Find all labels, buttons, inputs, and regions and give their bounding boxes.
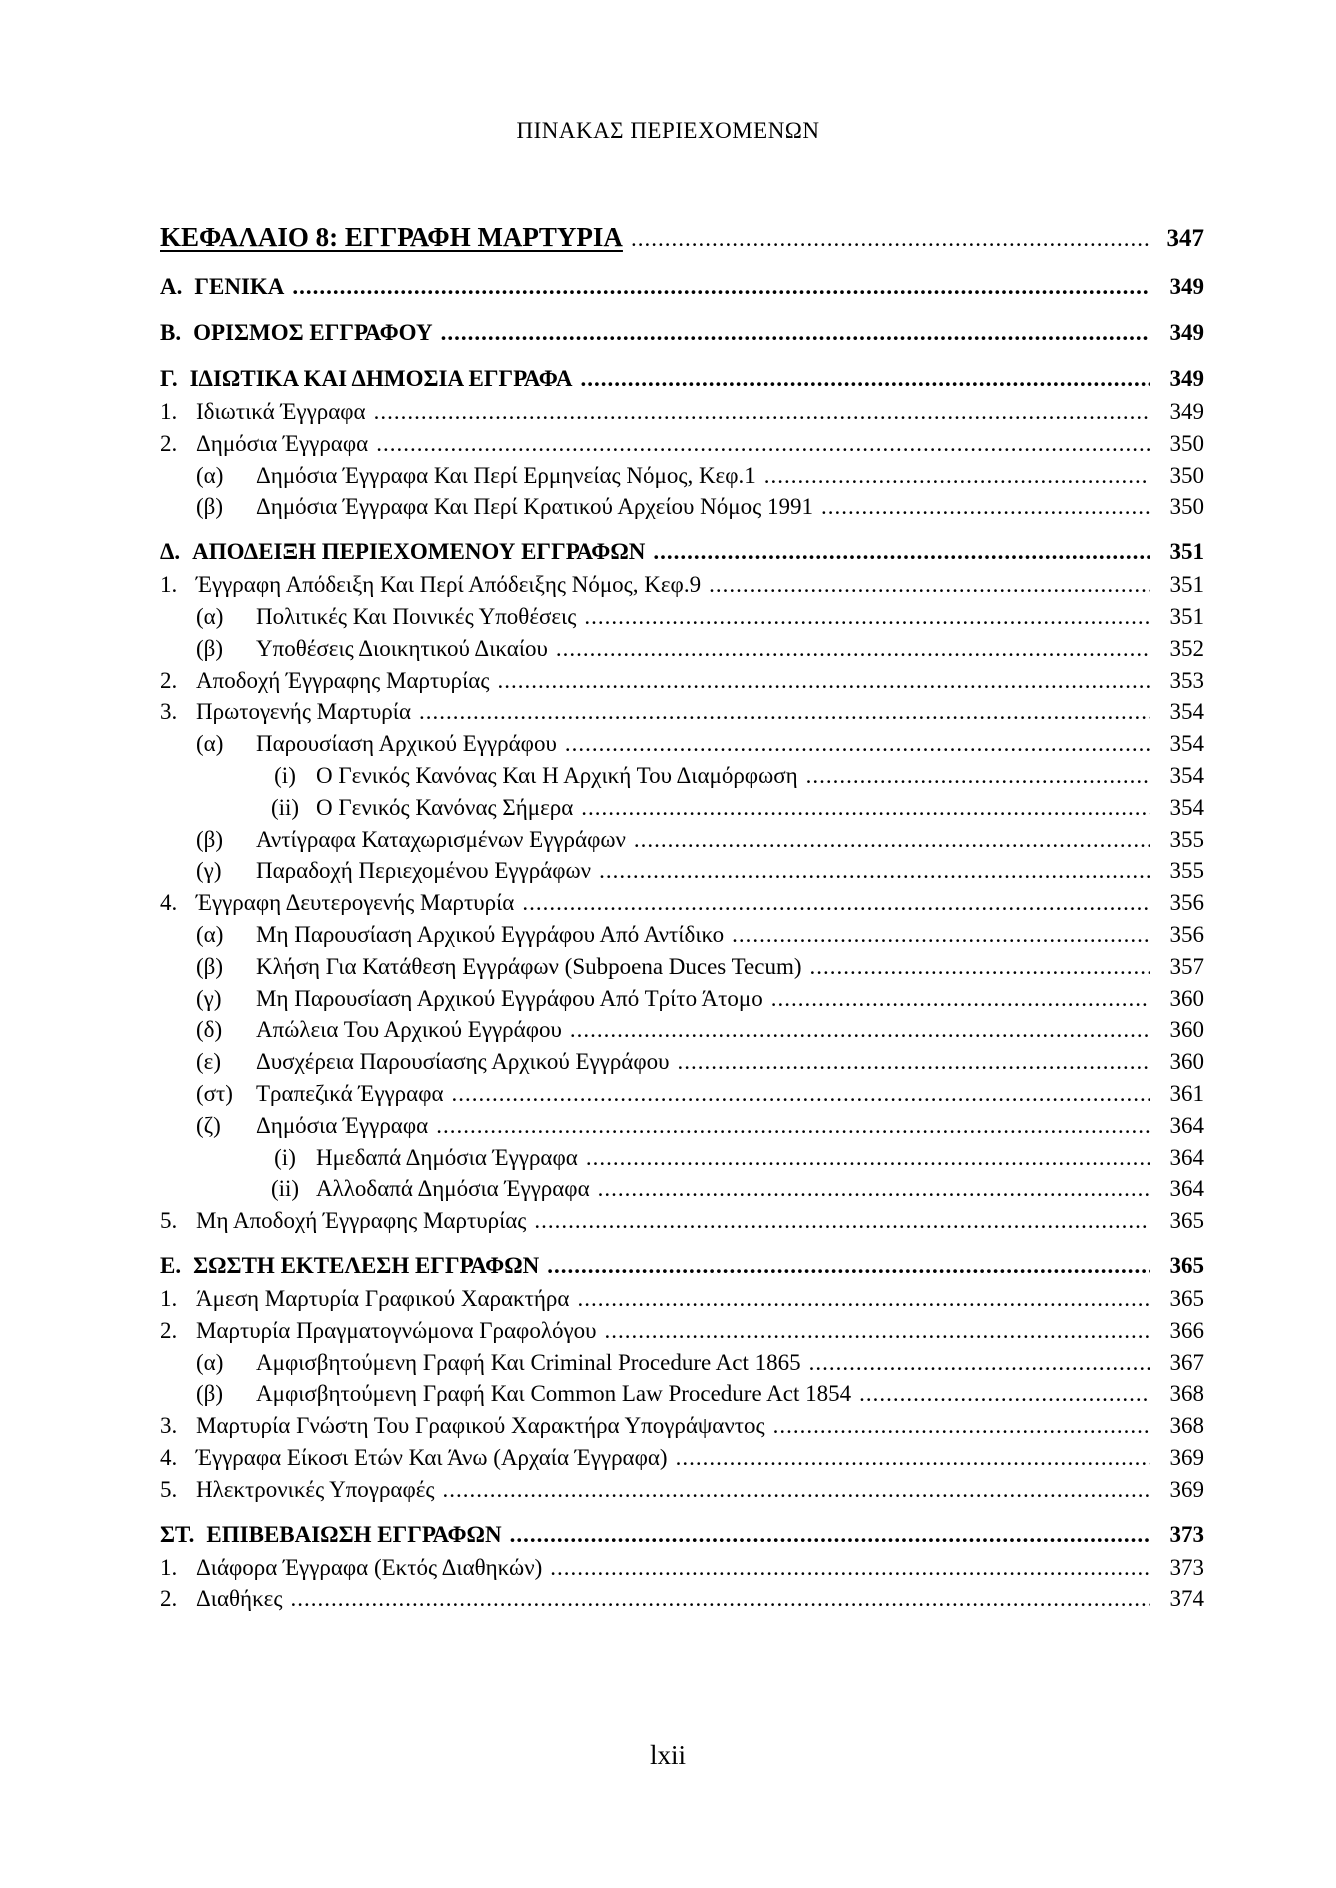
dot-leader bbox=[419, 696, 1150, 728]
dot-leader bbox=[653, 535, 1150, 569]
dot-leader bbox=[441, 316, 1150, 350]
entry-page: 365 bbox=[1169, 1252, 1204, 1278]
entry-number: ΣΤ. bbox=[160, 1521, 195, 1547]
entry-title: Δημόσια Έγγραφα Και Περί Ερμηνείας Νόμος, Κεφ.1 bbox=[256, 462, 756, 488]
toc-entry bbox=[160, 983, 1204, 1015]
entry-number: (γ) bbox=[196, 985, 222, 1011]
dot-leader bbox=[374, 396, 1150, 428]
entry-page: 361 bbox=[1169, 1080, 1204, 1106]
entry-page: 355 bbox=[1169, 858, 1204, 884]
dot-leader bbox=[599, 855, 1150, 887]
entry-page: 356 bbox=[1169, 921, 1204, 947]
entry-number: (ζ) bbox=[196, 1112, 221, 1138]
toc-entry bbox=[160, 633, 1204, 665]
entry-title: Μη Παρουσίαση Αρχικού Εγγράφου Από Τρίτο Άτομο bbox=[256, 985, 763, 1011]
entry-page: 364 bbox=[1169, 1112, 1204, 1138]
entry-page: 364 bbox=[1169, 1144, 1204, 1170]
entry-number: (i) bbox=[274, 762, 296, 788]
dot-leader bbox=[586, 1142, 1150, 1174]
entry-number: 5. bbox=[160, 1208, 178, 1234]
toc-entry bbox=[160, 1078, 1204, 1110]
dot-leader bbox=[292, 270, 1150, 304]
entry-title: Τραπεζικά Έγγραφα bbox=[256, 1080, 444, 1106]
entry-page: 354 bbox=[1169, 731, 1204, 757]
entry-number: (α) bbox=[196, 603, 224, 629]
toc-entry bbox=[160, 1110, 1204, 1142]
entry-page: 354 bbox=[1169, 762, 1204, 788]
toc-entry bbox=[160, 460, 1204, 492]
entry-number: Δ. bbox=[160, 539, 181, 565]
entry-number: 2. bbox=[160, 667, 178, 693]
toc-entry bbox=[160, 951, 1204, 983]
dot-leader bbox=[577, 1283, 1150, 1315]
entry-number: (α) bbox=[196, 921, 224, 947]
entry-page: 365 bbox=[1169, 1285, 1204, 1311]
dot-leader bbox=[522, 887, 1150, 919]
entry-page: 353 bbox=[1169, 667, 1204, 693]
entry-number: (στ) bbox=[196, 1080, 233, 1106]
dot-leader bbox=[771, 983, 1150, 1015]
entry-number: 2. bbox=[160, 1317, 178, 1343]
entry-number: (α) bbox=[196, 462, 224, 488]
entry-title: Δημόσια Έγγραφα bbox=[196, 430, 369, 456]
entry-number: 3. bbox=[160, 699, 178, 725]
entry-page: 349 bbox=[1169, 366, 1204, 391]
entry-title: ΣΩΣΤΗ ΕΚΤΕΛΕΣΗ ΕΓΓΡΑΦΩΝ bbox=[193, 1252, 540, 1278]
entry-page: 351 bbox=[1169, 603, 1204, 629]
toc-entry bbox=[160, 316, 1204, 350]
entry-title: Μαρτυρία Πραγματογνώμονα Γραφολόγου bbox=[196, 1317, 597, 1343]
dot-leader bbox=[732, 919, 1150, 951]
toc-entries bbox=[160, 270, 1204, 1615]
toc-entry bbox=[160, 535, 1204, 569]
table-of-contents bbox=[160, 216, 1204, 1615]
toc-entry bbox=[160, 428, 1204, 460]
entry-page: 374 bbox=[1169, 1586, 1204, 1612]
entry-title: ΟΡΙΣΜΟΣ ΕΓΓΡΑΦΟΥ bbox=[193, 320, 433, 345]
entry-title: Αποδοχή Έγγραφης Μαρτυρίας bbox=[196, 667, 490, 693]
running-header: ΠΙΝΑΚΑΣ ΠΕΡΙΕΧΟΜΕΝΩΝ bbox=[516, 118, 820, 143]
entry-page: 351 bbox=[1169, 572, 1204, 598]
toc-entry bbox=[160, 728, 1204, 760]
entry-title: Δημόσια Έγγραφα bbox=[256, 1112, 429, 1138]
entry-title: ΓΕΝΙΚΑ bbox=[194, 274, 285, 299]
toc-entry bbox=[160, 1378, 1204, 1410]
dot-leader bbox=[550, 1552, 1150, 1584]
entry-page: 367 bbox=[1169, 1349, 1204, 1375]
dot-leader bbox=[764, 460, 1150, 492]
entry-page: 352 bbox=[1169, 635, 1204, 661]
entry-title: Ημεδαπά Δημόσια Έγγραφα bbox=[316, 1144, 578, 1170]
toc-entry bbox=[160, 1583, 1204, 1615]
dot-leader bbox=[809, 1347, 1150, 1379]
dot-leader bbox=[452, 1078, 1150, 1110]
dot-leader bbox=[556, 633, 1150, 665]
entry-page: 368 bbox=[1169, 1413, 1204, 1439]
dot-leader bbox=[678, 1046, 1150, 1078]
entry-number: 2. bbox=[160, 430, 178, 456]
entry-page: 354 bbox=[1169, 794, 1204, 820]
entry-number: (β) bbox=[196, 826, 224, 852]
toc-entry bbox=[160, 1205, 1204, 1237]
entry-title: Αμφισβητούμενη Γραφή Και Common Law Procedure Act 1854 bbox=[256, 1381, 852, 1407]
toc-entry bbox=[160, 887, 1204, 919]
entry-page: 368 bbox=[1169, 1381, 1204, 1407]
chapter-heading bbox=[160, 216, 1204, 258]
dot-leader bbox=[806, 760, 1150, 792]
entry-title: Μη Αποδοχή Έγγραφης Μαρτυρίας bbox=[196, 1208, 527, 1234]
entry-page: 369 bbox=[1169, 1476, 1204, 1502]
entry-page: 365 bbox=[1169, 1208, 1204, 1234]
entry-title: Έγγραφη Απόδειξη Και Περί Απόδειξης Νόμος, Κεφ.9 bbox=[196, 572, 702, 598]
entry-title: ΙΔΙΩΤΙΚΑ ΚΑΙ ΔΗΜΟΣΙΑ ΕΓΓΡΑΦΑ bbox=[189, 366, 573, 391]
toc-entry bbox=[160, 824, 1204, 856]
toc-entry bbox=[160, 665, 1204, 697]
toc-entry bbox=[160, 1518, 1204, 1552]
entry-title: Μαρτυρία Γνώστη Του Γραφικού Χαρακτήρα Υπογράψαντος bbox=[196, 1413, 765, 1439]
entry-page: 349 bbox=[1169, 320, 1204, 345]
entry-page: 356 bbox=[1169, 890, 1204, 916]
toc-entry bbox=[160, 855, 1204, 887]
entry-number: 1. bbox=[160, 572, 178, 598]
entry-title: Έγγραφη Δευτερογενής Μαρτυρία bbox=[196, 890, 515, 916]
toc-entry bbox=[160, 1014, 1204, 1046]
dot-leader bbox=[510, 1518, 1150, 1552]
dot-leader bbox=[810, 951, 1151, 983]
dot-leader bbox=[605, 1315, 1150, 1347]
entry-page: 360 bbox=[1169, 985, 1204, 1011]
entry-title: Παραδοχή Περιεχομένου Εγγράφων bbox=[256, 858, 592, 884]
entry-page: 351 bbox=[1169, 539, 1204, 565]
entry-title: Ιδιωτικά Έγγραφα bbox=[196, 399, 366, 424]
entry-title: Άμεση Μαρτυρία Γραφικού Χαρακτήρα bbox=[196, 1285, 570, 1311]
entry-title: Ηλεκτρονικές Υπογραφές bbox=[196, 1476, 435, 1502]
entry-page: 357 bbox=[1169, 953, 1204, 979]
entry-number: 5. bbox=[160, 1476, 178, 1502]
entry-page: 366 bbox=[1169, 1317, 1204, 1343]
entry-title: Υποθέσεις Διοικητικού Δικαίου bbox=[256, 635, 548, 661]
entry-number: (ε) bbox=[196, 1049, 221, 1075]
entry-page: 350 bbox=[1169, 462, 1204, 488]
entry-page: 355 bbox=[1169, 826, 1204, 852]
entry-title: ΑΠΟΔΕΙΞΗ ΠΕΡΙΕΧΟΜΕΝΟΥ ΕΓΓΡΑΦΩΝ bbox=[192, 539, 646, 565]
entry-number: (ii) bbox=[270, 1176, 300, 1202]
toc-entry bbox=[160, 1552, 1204, 1584]
toc-entry bbox=[160, 1283, 1204, 1315]
toc-entry bbox=[160, 919, 1204, 951]
entry-title: Πρωτογενής Μαρτυρία bbox=[196, 699, 412, 725]
entry-title: Μη Παρουσίαση Αρχικού Εγγράφου Από Αντίδικο bbox=[256, 921, 725, 947]
entry-number: (β) bbox=[196, 1381, 224, 1407]
toc-entry bbox=[160, 1249, 1204, 1283]
entry-number: 1. bbox=[160, 1285, 178, 1311]
toc-entry bbox=[160, 1347, 1204, 1379]
dot-leader bbox=[581, 792, 1150, 824]
dot-leader bbox=[631, 218, 1150, 260]
entry-title: Δυσχέρεια Παρουσίασης Αρχικού Εγγράφου bbox=[256, 1049, 670, 1075]
dot-leader bbox=[534, 1205, 1150, 1237]
dot-leader bbox=[580, 362, 1150, 396]
entry-title: Παρουσίαση Αρχικού Εγγράφου bbox=[256, 731, 557, 757]
dot-leader bbox=[570, 1014, 1150, 1046]
entry-page: 360 bbox=[1169, 1049, 1204, 1075]
toc-entry bbox=[160, 569, 1204, 601]
dot-leader bbox=[376, 428, 1150, 460]
entry-number: Ε. bbox=[160, 1252, 182, 1278]
page-number: lxii bbox=[649, 1740, 686, 1770]
entry-number: Α. bbox=[160, 274, 183, 299]
dot-leader bbox=[290, 1583, 1150, 1615]
dot-leader bbox=[676, 1442, 1150, 1474]
dot-leader bbox=[709, 569, 1150, 601]
entry-title: Αμφισβητούμενη Γραφή Και Criminal Procedure Act 1865 bbox=[256, 1349, 801, 1375]
entry-number: (δ) bbox=[196, 1017, 223, 1043]
chapter-title: ΚΕΦΑΛΑΙΟ 8: ΕΓΓΡΑΦΗ ΜΑΡΤΥΡΙΑ bbox=[160, 222, 623, 252]
entry-title: ΕΠΙΒΕΒΑΙΩΣΗ ΕΓΓΡΑΦΩΝ bbox=[206, 1521, 502, 1547]
entry-page: 349 bbox=[1169, 274, 1204, 299]
entry-number: 2. bbox=[160, 1586, 178, 1612]
toc-entry bbox=[160, 1173, 1204, 1205]
toc-entry bbox=[160, 1046, 1204, 1078]
toc-entry bbox=[160, 1410, 1204, 1442]
toc-entry bbox=[160, 696, 1204, 728]
entry-number: (ii) bbox=[270, 794, 300, 820]
entry-page: 373 bbox=[1169, 1521, 1204, 1547]
entry-page: 349 bbox=[1169, 399, 1204, 424]
entry-number: Β. bbox=[160, 320, 182, 345]
entry-title: Αντίγραφα Καταχωρισμένων Εγγράφων bbox=[256, 826, 626, 852]
entry-title: Απώλεια Του Αρχικού Εγγράφου bbox=[256, 1017, 562, 1043]
entry-page: 350 bbox=[1169, 430, 1204, 456]
entry-number: 4. bbox=[160, 890, 178, 916]
dot-leader bbox=[634, 824, 1150, 856]
toc-entry bbox=[160, 270, 1204, 304]
toc-entry bbox=[160, 792, 1204, 824]
entry-page: 373 bbox=[1169, 1554, 1204, 1580]
entry-title: Κλήση Για Κατάθεση Εγγράφων (Subpoena Duces Tecum) bbox=[256, 953, 802, 979]
entry-number: (i) bbox=[274, 1144, 296, 1170]
toc-entry bbox=[160, 1442, 1204, 1474]
entry-title: Ο Γενικός Κανόνας Και Η Αρχική Του Διαμόρφωση bbox=[316, 762, 798, 788]
dot-leader bbox=[773, 1410, 1150, 1442]
entry-title: Δημόσια Έγγραφα Και Περί Κρατικού Αρχείου Νόμος 1991 bbox=[256, 494, 813, 520]
dot-leader bbox=[859, 1378, 1150, 1410]
entry-page: 354 bbox=[1169, 699, 1204, 725]
entry-number: 1. bbox=[160, 1554, 178, 1580]
entry-number: (γ) bbox=[196, 858, 222, 884]
dot-leader bbox=[565, 728, 1150, 760]
entry-number: (β) bbox=[196, 494, 224, 520]
entry-number: (α) bbox=[196, 1349, 224, 1375]
entry-number: (α) bbox=[196, 731, 224, 757]
entry-page: 369 bbox=[1169, 1444, 1204, 1470]
entry-number: 3. bbox=[160, 1413, 178, 1439]
entry-page: 350 bbox=[1169, 494, 1204, 520]
chapter-page: 347 bbox=[1166, 225, 1204, 252]
entry-title: Έγγραφα Είκοσι Ετών Και Άνω (Αρχαία Έγγραφα) bbox=[196, 1444, 668, 1470]
entry-number: Γ. bbox=[160, 366, 178, 391]
dot-leader bbox=[821, 491, 1150, 523]
entry-title: Ο Γενικός Κανόνας Σήμερα bbox=[316, 794, 574, 820]
toc-entry bbox=[160, 491, 1204, 523]
entry-page: 360 bbox=[1169, 1017, 1204, 1043]
toc-entry bbox=[160, 396, 1204, 428]
toc-entry bbox=[160, 1142, 1204, 1174]
entry-page: 364 bbox=[1169, 1176, 1204, 1202]
entry-number: 4. bbox=[160, 1444, 178, 1470]
entry-number: 1. bbox=[160, 399, 178, 424]
dot-leader bbox=[436, 1110, 1150, 1142]
dot-leader bbox=[547, 1249, 1150, 1283]
entry-title: Πολιτικές Και Ποινικές Υποθέσεις bbox=[256, 603, 577, 629]
entry-title: Διαθήκες bbox=[196, 1586, 283, 1612]
dot-leader bbox=[497, 665, 1150, 697]
toc-entry bbox=[160, 760, 1204, 792]
entry-number: (β) bbox=[196, 953, 224, 979]
entry-title: Διάφορα Έγγραφα (Εκτός Διαθηκών) bbox=[196, 1554, 543, 1580]
toc-entry bbox=[160, 1315, 1204, 1347]
entry-number: (β) bbox=[196, 635, 224, 661]
dot-leader bbox=[443, 1474, 1150, 1506]
toc-entry bbox=[160, 362, 1204, 396]
dot-leader bbox=[598, 1173, 1150, 1205]
dot-leader bbox=[584, 601, 1150, 633]
toc-entry bbox=[160, 1474, 1204, 1506]
toc-entry bbox=[160, 601, 1204, 633]
entry-title: Αλλοδαπά Δημόσια Έγγραφα bbox=[316, 1176, 590, 1202]
